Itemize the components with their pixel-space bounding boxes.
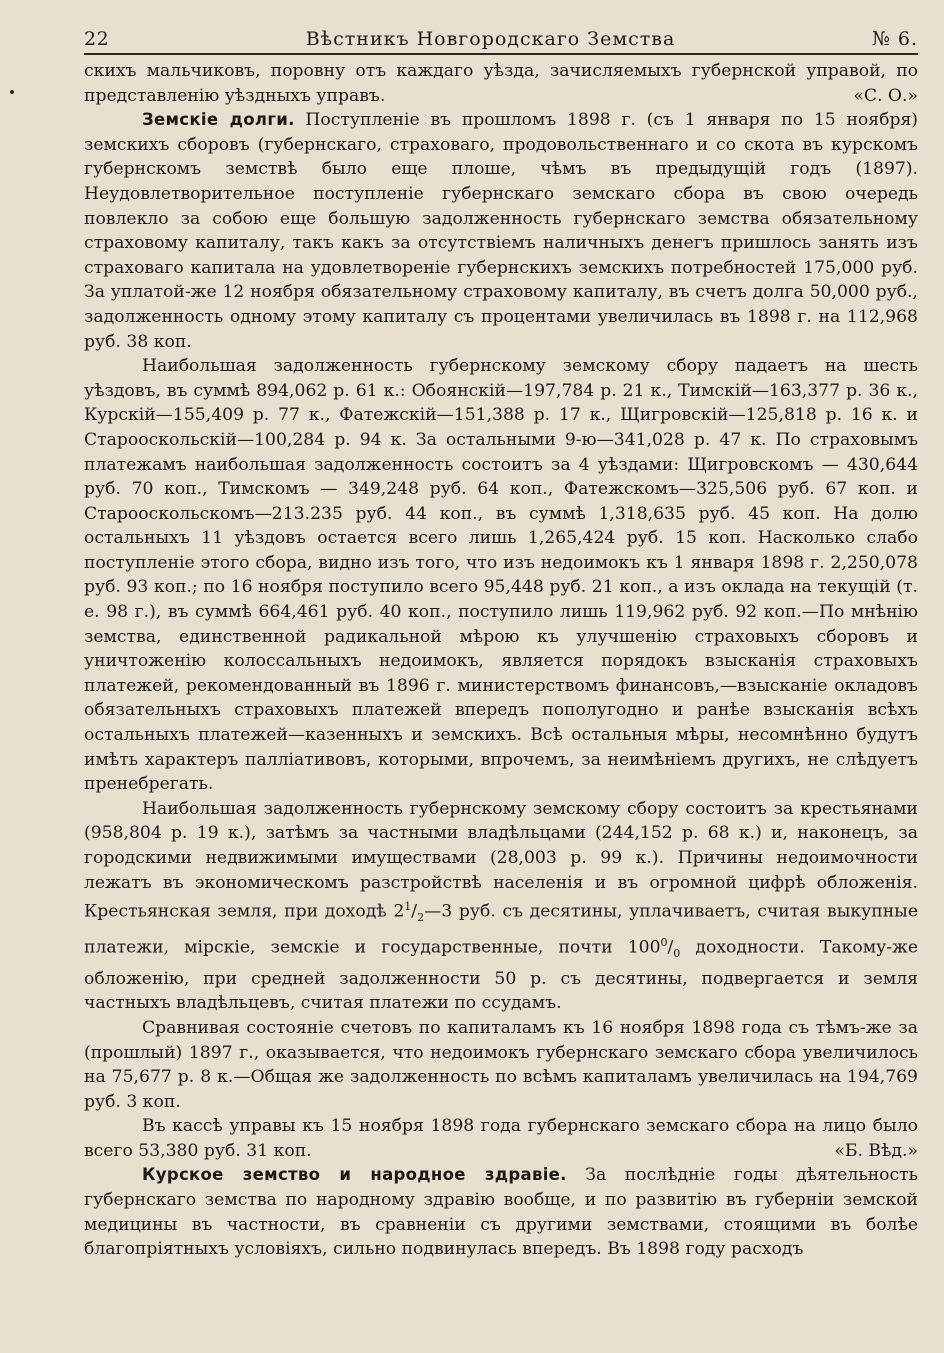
section-heading: Курское земство и народное здравіе. [142, 1165, 567, 1185]
ink-spot [10, 90, 14, 94]
paragraph-1 [84, 59, 918, 108]
percent-sup: 0 [660, 935, 668, 949]
section-heading: Земскіе долги. [142, 110, 295, 130]
paragraph-7 [84, 1163, 918, 1261]
page-number: 22 [84, 28, 110, 50]
page-header [84, 28, 918, 55]
journal-title: Вѣстникъ Новгородскаго Земства [305, 28, 676, 50]
paragraph-text: доходности. Такому-же обложенію, при средней задолженности 50 р. съ десятины, подвергается и земля частныхъ владѣльцевъ, считая платежи по ссудамъ. [84, 937, 918, 1014]
signature: «Б. Вѣд.» [834, 1140, 918, 1161]
paragraph-text: Въ кассѣ управы къ 15 ноября 1898 года губернскаго земскаго сбора на лицо было всего 53,380 руб. 31 коп. [84, 1116, 918, 1161]
paragraph-text: Сравнивая состояніе счетовъ по капиталамъ къ 16 ноября 1898 года съ тѣмъ-же за (прошлый) 1897 г., оказывается, что недоимокъ губернскаго земскаго сбора увеличилось на 75,677 р. 8 к.—Общая же задолженность по всѣмъ капиталамъ увеличилась на 194,769 руб. 3 коп. [84, 1017, 918, 1112]
paragraph-6 [84, 1114, 918, 1163]
issue-number: № 6. [871, 28, 918, 50]
paragraph-5 [84, 1016, 918, 1114]
paragraph-text: Наибольшая задолженность губернскому земскому сбору состоитъ за крестьянами (958,804 р. 19 к.), затѣмъ за частными владѣльцами (244,152 р. 68 к.) и, наконецъ, за городскими недвижимыми имуществами (28,003 р. 99 к.). Причины недоимочности лежатъ въ экономическомъ разстройствѣ населенія и въ огромной цифрѣ обложенія. Крестьянская земля, при доходѣ 2 [84, 798, 918, 922]
fraction-numerator: 1 [404, 900, 412, 914]
paragraph-text: —3 руб. съ десятины, уплачиваетъ, считая выкупные платежи, мірскіе, земскіе и государственные, почти 100 [84, 901, 918, 958]
paragraph-text: Наибольшая задолженность губернскому земскому сбору падаетъ на шесть уѣздовъ, въ суммѣ 894,062 р. 61 к.: Обоянскій—197,784 р. 21 к., Тимскій—163,377 р. 36 к., Курскій—155,409 р. 77 к., Фатежскій—151,388 р. 17 к., Щигровскій—125,818 р. 16 к. и Старооскольскій—100,284 р. 94 к. За остальными 9-ю—341,028 р. 47 к. По страховымъ платежамъ наибольшая задолженность состоитъ за 4 уѣздами: Щигровскомъ — 430,644 руб. 70 коп., Тимскомъ — 349,248 руб. 64 коп., Фатежскомъ—325,506 руб. 67 коп. и Старооскольскомъ—213.235 руб. 44 коп., въ суммѣ 1,318,635 руб. 45 коп. На долю остальныхъ 11 уѣздовъ остается всего лишь 1,265,424 руб. 15 коп. Насколько слабо поступленіе этого сбора, видно изъ того, что изъ недоимокъ къ 1 января 1898 г. 2,250,078 руб. 93 коп.; по 16 ноября поступило всего 95,448 руб. 21 коп., а изъ оклада на текущій (т. е. 98 г.), въ суммѣ 664,461 руб. 40 коп., поступило лишь 119,962 руб. 92 коп.—По мнѣнію земства, единственной радикальной мѣрою къ улучшенію страховыхъ сборовъ и уничтоженію колоссальныхъ недоимокъ, является порядокъ взысканія страховыхъ платежей, рекомендованный въ 1896 г. министерствомъ финансовъ,—взысканіе окладовъ обязательныхъ страховыхъ платежей впередъ пополугодно и ранѣе взысканія всѣхъ остальныхъ платежей—казенныхъ и земскихъ. Всѣ остальныя мѣры, несомнѣнно будутъ имѣть характеръ палліативовъ, которыми, впрочемъ, за неимѣніемъ другихъ, не слѣдуетъ пренебрегать. [84, 356, 918, 795]
percent-sub: 0 [673, 947, 681, 961]
paragraph-3 [84, 354, 918, 797]
signature: «С. О.» [853, 85, 918, 106]
paragraph-4: Наибольшая задолженность губернскому земскому сбору состоитъ за крестьянами (958,804 р. 19 к.), затѣмъ за частными владѣльцами (244,152 р. 68 к.) и, наконецъ, за городскими недвижимыми имуществами (28,003 р. 99 к.). Причины недоимочности лежатъ въ экономическомъ разстройствѣ населенія и въ огромной цифрѣ обложенія. Крестьянская земля, при доходѣ $2^1/_2—3$ руб. съ десятины, уплачиваетъ, считая выкупные платежи, мірскіе, земскіе и государственные, почти $100^0/_0$ доходности. Такому-же обложенію, при средней задолженности 50 р. съ десятины, подвергается и земля частныхъ владѣльцевъ, считая платежи по ссудамъ. [84, 798, 918, 1014]
paragraph-2 [84, 108, 918, 354]
paragraph-text: Поступленіе въ прошломъ 1898 г. (съ 1 января по 15 ноября) земскихъ сборовъ (губернскаго, страховаго, продовольственнаго и со скота въ курскомъ губернскомъ земствѣ было еще плоше, чѣмъ въ предыдущій годъ (1897). Неудовлетворительное поступленіе губернскаго земскаго сбора въ свою очередь повлекло за собою еще большую задолженность губернскаго земства обязательному страховому капиталу, такъ какъ за отсутствіемъ наличныхъ денегъ пришлось занять изъ страховаго капитала на удовлетвореніе губернскихъ земскихъ потребностей 175,000 руб. За уплатой-же 12 ноября обязательному страховому капиталу, въ счетъ долга 50,000 руб., задолженность одному этому капиталу съ процентами увеличилась въ 1898 г. на 112,968 руб. 38 коп. [84, 110, 918, 352]
article-body [84, 59, 918, 1262]
paragraph-text: скихъ мальчиковъ, поровну отъ каждаго уѣзда, зачисляемыхъ губернской управой, по представленію уѣздныхъ управъ. [84, 61, 918, 106]
fraction-denominator: 2 [417, 911, 425, 925]
paragraph-text: За послѣдніе годы дѣятельность губернскаго земства по народному здравію вообще, и по развитію въ губерніи земской медицины въ частности, въ сравненіи съ другими земствами, стоящими въ болѣе благопріятныхъ условіяхъ, сильно подвинулась впередъ. Въ 1898 году расходъ [84, 1165, 918, 1260]
